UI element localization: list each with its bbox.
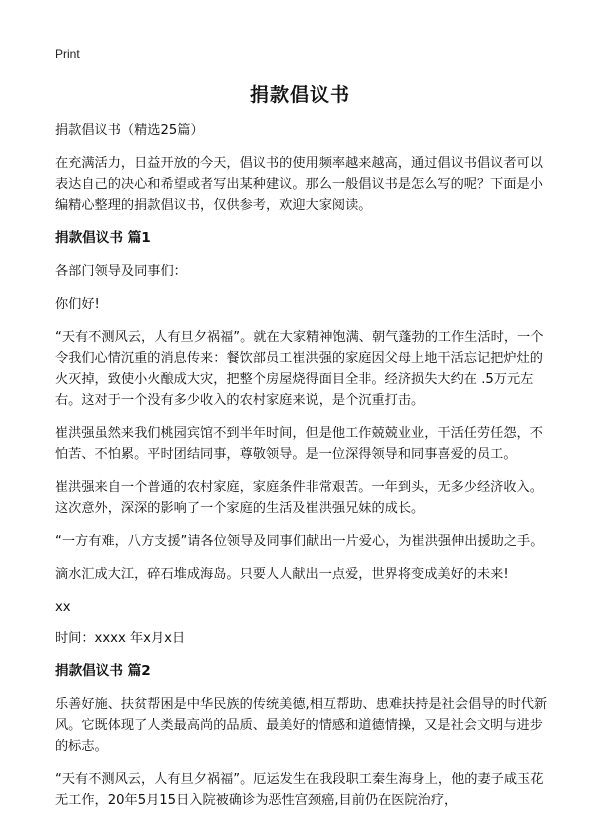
hello: 你们好! — [55, 297, 100, 312]
section-heading-2: 捐款倡议书 篇2 — [55, 663, 151, 679]
date-line: 时间：xxxx 年x月x日 — [55, 631, 186, 646]
section1-paragraph-4: “一方有难，八方支援”请各位领导及同事们献出一片爱心，为崔洪强伸出援助之手。 — [55, 534, 544, 549]
document-body — [55, 120, 555, 823]
subtitle: 捐款倡议书（精选25篇） — [55, 123, 204, 138]
signature: xx — [55, 600, 71, 615]
section-heading-1: 捐款倡议书 篇1 — [55, 230, 151, 246]
intro-paragraph: 在充满活力，日益开放的今天，倡议书的使用频率越来越高，通过倡议书倡议者可以表达自己的决心和希望或者写出某种建议。那么一般倡议书是怎么写的呢？下面是小编精心整理的捐款倡议书，仅供参考，欢迎大家阅读。 — [55, 156, 543, 213]
section1-paragraph-5: 滴水汇成大江，碎石堆成海岛。只要人人献出一点爱，世界将变成美好的未来! — [55, 567, 509, 582]
section1-paragraph-1: “天有不测风云，人有旦夕祸福”。就在大家精神饱满、朝气蓬勃的工作生活时，一个令我们心情沉重的消息传来：餐饮部员工崔洪强的家庭因父母上地干活忘记把炉灶的火灭掉，致使小火酿成大灾，把整个房屋烧得面目全非。经济损失大约在 .5万元左右。这对于一个没有多少收入的农村家庭来说，是个沉重打击。 — [55, 330, 544, 408]
section1-paragraph-3: 崔洪强来自一个普通的农村家庭，家庭条件非常艰苦。一年到头，无多少经济收入。这次意外，深深的影响了一个家庭的生活及崔洪强兄妹的成长。 — [55, 480, 543, 516]
section2-paragraph-1: 乐善好施、扶贫帮困是中华民族的传统美德,相互帮助、患难扶持是社会倡导的时代新风。它既体现了人类最高尚的品质、最美好的情感和道德情操，又是社会文明与进步的标志。 — [55, 697, 548, 754]
section2-paragraph-2: “天有不测风云，人有旦夕祸福”。厄运发生在我段职工秦生海身上，他的妻子咸玉花无工作，20年5月15日入院被确诊为恶性宫颈癌,目前仍在医院治疗， — [55, 772, 544, 808]
greeting: 各部门领导及同事们： — [55, 264, 187, 279]
page-title: 捐款倡议书 — [249, 84, 350, 106]
section1-paragraph-2: 崔洪强虽然来我们桃园宾馆不到半年时间，但是他工作兢兢业业，干活任劳任怨，不怕苦、不怕累。平时团结同事，尊敬领导。是一位深得领导和同事喜爱的员工。 — [55, 426, 543, 462]
print-link[interactable]: Print — [55, 47, 80, 61]
